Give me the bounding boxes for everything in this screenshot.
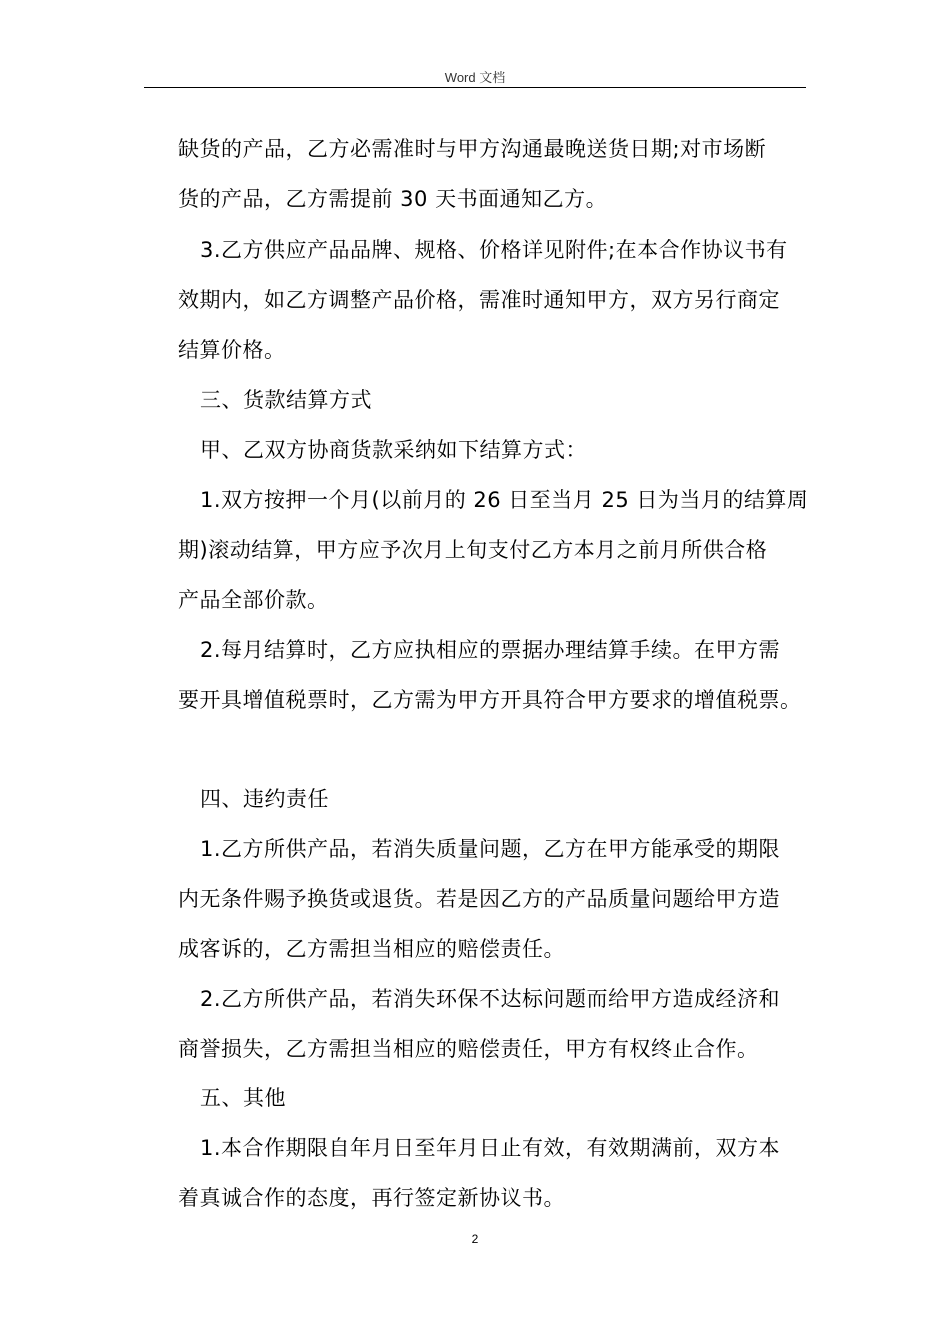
paragraph-line: 2.乙方所供产品，若消失环保不达标问题而给甲方造成经济和 <box>200 987 781 1011</box>
paragraph-line: 2.每月结算时，乙方应执相应的票据办理结算手续。在甲方需 <box>200 638 781 662</box>
section-heading: 三、货款结算方式 <box>200 388 372 412</box>
section-heading: 四、违约责任 <box>200 787 329 811</box>
paragraph-line: 1.乙方所供产品，若消失质量问题，乙方在甲方能承受的期限 <box>200 837 781 861</box>
paragraph-line: 甲、乙双方协商货款采纳如下结算方式： <box>200 438 587 462</box>
header-divider <box>144 87 806 88</box>
paragraph-line: 1.本合作期限自年月日至年月日止有效，有效期满前，双方本 <box>200 1136 781 1160</box>
paragraph-line: 产品全部价款。 <box>178 588 329 612</box>
paragraph-line: 商誉损失，乙方需担当相应的赔偿责任，甲方有权终止合作。 <box>178 1037 759 1061</box>
paragraph-line: 内无条件赐予换货或退货。若是因乙方的产品质量问题给甲方造 <box>178 887 780 911</box>
header-title: Word 文档 <box>444 70 506 85</box>
paragraph-line: 着真诚合作的态度，再行签定新协议书。 <box>178 1186 565 1210</box>
section-heading: 五、其他 <box>200 1086 286 1110</box>
paragraph-line: 缺货的产品，乙方必需准时与甲方沟通最晚送货日期;对市场断 <box>178 137 767 161</box>
paragraph-line: 期)滚动结算，甲方应予次月上旬支付乙方本月之前月所供合格 <box>178 538 768 562</box>
paragraph-line: 3.乙方供应产品品牌、规格、价格详见附件;在本合作协议书有 <box>200 238 788 262</box>
paragraph-line: 货的产品，乙方需提前 30 天书面通知乙方。 <box>178 187 608 211</box>
paragraph-line: 效期内，如乙方调整产品价格，需准时通知甲方，双方另行商定 <box>178 288 780 312</box>
paragraph-line: 1.双方按押一个月(以前月的 26 日至当月 25 日为当月的结算周 <box>200 488 809 512</box>
page-number: 2 <box>471 1232 479 1246</box>
paragraph-line: 要开具增值税票时，乙方需为甲方开具符合甲方要求的增值税票。 <box>178 688 802 712</box>
paragraph-line: 结算价格。 <box>178 338 286 362</box>
paragraph-line: 成客诉的，乙方需担当相应的赔偿责任。 <box>178 937 565 961</box>
